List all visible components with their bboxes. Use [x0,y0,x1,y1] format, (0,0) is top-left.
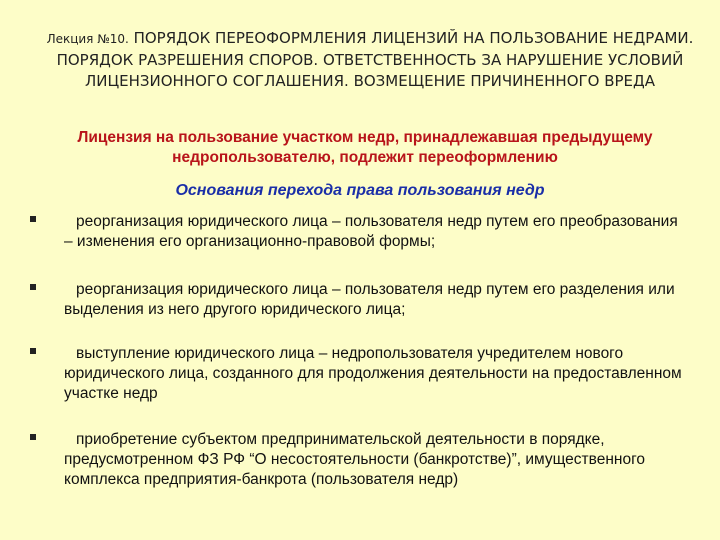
bullet-icon [30,348,36,354]
list-item-label: выступление юридического лица – недропользователя учредителем нового юридического лица, созданного для продолжения деятельности на предоставленном участке недр [64,345,682,402]
list-item-label: реорганизация юридического лица – пользователя недр путем его преобразования – изменения его организационно-правовой формы; [64,213,678,250]
list-item-text [64,344,684,404]
basis-heading: Основания перехода права пользования недр [175,182,545,199]
list-item-text [64,212,684,252]
list-item-label: приобретение субъектом предпринимательской деятельности в порядке, предусмотренном ФЗ РФ “О несостоятельности (банкротстве)”, имущественного комплекса предприятия-банкрота (пользователя недр) [64,431,646,488]
list-item-text [64,280,684,320]
bullet-icon [30,216,36,222]
lecture-number: Лекция №10. [46,32,129,46]
bullet-icon [30,434,36,440]
list-item-label: реорганизация юридического лица – пользователя недр путем его разделения или выделения из него другого юридического лица; [64,281,675,318]
list-item-text [64,430,684,490]
bullet-icon [30,284,36,290]
title-text: ПОРЯДОК ПЕРЕОФОРМЛЕНИЯ ЛИЦЕНЗИЙ НА ПОЛЬЗОВАНИЕ НЕДРАМИ. ПОРЯДОК РАЗРЕШЕНИЯ СПОРОВ. ОТВЕТСТВЕННОСТЬ ЗА НАРУШЕНИЕ УСЛОВИЙ ЛИЦЕНЗИОННОГО СОГЛАШЕНИЯ. ВОЗМЕЩЕНИЕ ПРИЧИНЕННОГО ВРЕДА [56,29,694,90]
slide-title [40,28,700,92]
subtitle: Лицензия на пользование участком недр, принадлежавшая предыдущему недропользователю, подлежит переоформлению [77,129,653,166]
